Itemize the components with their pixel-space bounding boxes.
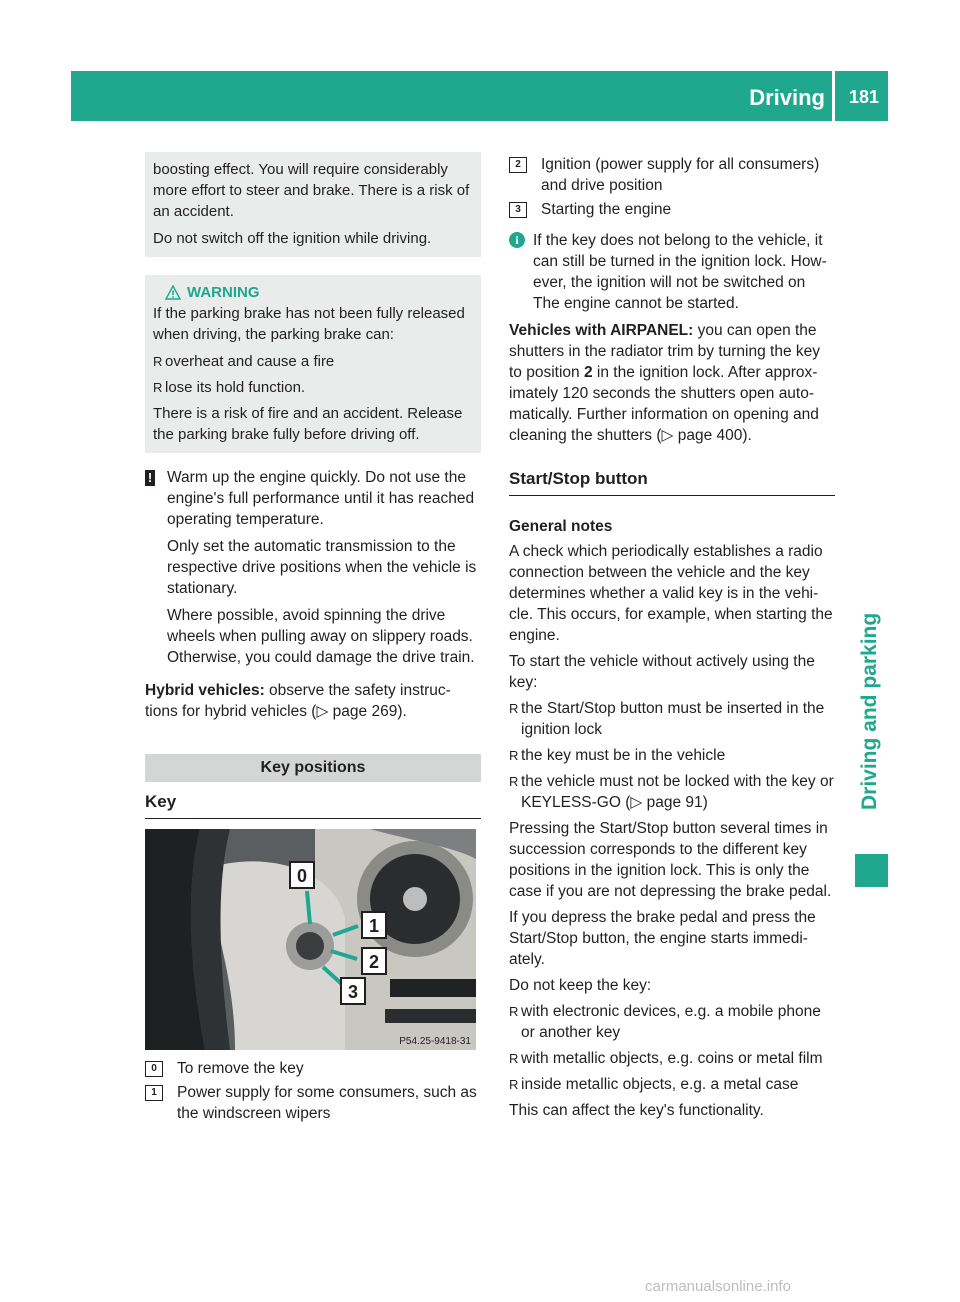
watermark: carmanualsonline.info: [645, 1278, 791, 1295]
paragraph: Do not keep the key:: [509, 977, 652, 994]
ignition-illustration: [145, 829, 476, 1050]
hybrid-paragraph: Hybrid vehicles: observe the safety instruc- tions for hybrid vehicles (▷ page 269).: [145, 682, 451, 720]
page-ref-arrow-icon: ▷: [630, 794, 643, 811]
info-note: i If the key does not belong to the vehicle, it can still be turned in the ignition lock. How- ever, the ignition will not be switched on The engine cannot be started.: [509, 230, 835, 314]
paragraph: boosting effect. You will require considerably more effort to steer and brake. There is a risk of an accident.: [153, 161, 470, 220]
bullet-icon: R: [509, 701, 519, 716]
legend-item: 0 To remove the key: [145, 1058, 481, 1079]
right-column: [509, 154, 835, 1126]
page-ref-arrow-icon: ▷: [661, 427, 674, 444]
warning-heading: [165, 282, 473, 303]
header-section-title: Driving: [749, 85, 825, 110]
sub-heading: General notes: [509, 518, 613, 535]
callout-2: 2: [368, 952, 380, 972]
paragraph: To start the vehicle without actively using the key:: [509, 653, 815, 691]
list-item: R with metallic objects, e.g. coins or metal film: [509, 1050, 823, 1067]
paragraph: Warm up the engine quickly. Do not use the engine's full performance until it has reached operating temperature.: [167, 469, 475, 528]
notice-block: [145, 467, 481, 674]
callout-1: 1: [368, 916, 380, 936]
bullet-icon: R: [509, 748, 519, 763]
position-number-icon: 0: [145, 1061, 163, 1077]
photo-caption: P54.25-9418-31: [399, 1036, 471, 1047]
sub-heading: Key: [145, 791, 481, 819]
paragraph: Where possible, avoid spinning the drive wheels when pulling away on slippery roads. Otherwise, you could damage the drive train.: [167, 607, 475, 666]
bullet-icon: R: [509, 1051, 519, 1066]
paragraph: Pressing the Start/Stop button several times in succession corresponds to the different key positions in the ignition lock. This is only the case if you are not depressing the brake pedal.: [509, 820, 832, 900]
list-item: R the Start/Stop button must be inserted in the ignition lock: [509, 700, 825, 738]
callout-0: 0: [296, 866, 308, 886]
bullet-icon: R: [509, 1077, 519, 1092]
paragraph: A check which periodically establishes a radio connection between the vehicle and the key determines whether a valid key is in the vehi- cle. This occurs, for example, when starting the engine.: [509, 543, 833, 644]
list-item: R the vehicle must not be locked with the key or KEYLESS-GO (▷ page 91): [509, 773, 834, 811]
bullet-icon: R: [509, 1004, 519, 1019]
list-item: R the key must be in the vehicle: [509, 747, 726, 764]
warning-title: WARNING: [187, 284, 260, 301]
legend-item: 3 Starting the engine: [509, 199, 835, 220]
exclamation-icon: !: [145, 467, 167, 674]
ignition-photo: [145, 829, 476, 1050]
left-column: [145, 152, 481, 1127]
page-ref-arrow-icon: ▷: [316, 703, 329, 720]
position-number-icon: 3: [509, 202, 527, 218]
paragraph: Only set the automatic transmission to the respective drive positions when the vehicle is stationary.: [167, 538, 477, 597]
bullet-icon: R: [153, 380, 163, 395]
section-heading: Start/Stop button: [509, 468, 835, 496]
list-item: R overheat and cause a fire: [153, 353, 335, 370]
warning-box: [145, 275, 481, 453]
callout-3: 3: [347, 982, 359, 1002]
paragraph: There is a risk of fire and an accident. Release the parking brake fully before driving off.: [153, 405, 463, 443]
key-legend: [145, 1058, 481, 1124]
bullet-icon: R: [509, 774, 519, 789]
side-tab-marker: [855, 854, 888, 887]
legend-item: 2 Ignition (power supply for all consumers) and drive position: [509, 154, 835, 196]
info-icon: i: [509, 232, 525, 248]
position-number-icon: 1: [145, 1085, 163, 1101]
position-number-icon: 2: [509, 157, 527, 173]
side-tab: [855, 612, 885, 810]
paragraph: Do not switch off the ignition while driving.: [153, 230, 432, 247]
header-divider: [832, 71, 835, 121]
airpanel-paragraph: Vehicles with AIRPANEL: you can open the shutters in the radiator trim by turning the key to position 2 in the ignition lock. After approx- imately 120 seconds the shutters open auto- matically. Further information on opening and cleaning the shutters (▷ page 400).: [509, 322, 821, 444]
list-item: R inside metallic objects, e.g. a metal case: [509, 1076, 799, 1093]
page-number: 181: [848, 87, 880, 107]
paragraph: If the parking brake has not been fully released when driving, the parking brake can:: [153, 305, 465, 343]
continued-warning-box: [145, 152, 481, 257]
paragraph: If you depress the brake pedal and press the Start/Stop button, the engine starts immedi- ately.: [509, 909, 816, 968]
list-item: R with electronic devices, e.g. a mobile phone or another key: [509, 1003, 821, 1041]
warning-triangle-icon: [165, 285, 181, 301]
list-item: R lose its hold function.: [153, 379, 306, 396]
bullet-icon: R: [153, 354, 163, 369]
side-tab-label: Driving and parking: [858, 612, 881, 810]
section-heading: Key positions: [145, 754, 481, 782]
legend-item: 1 Power supply for some consumers, such as the windscreen wipers: [145, 1082, 481, 1124]
paragraph: This can affect the key's functionality.: [509, 1102, 764, 1119]
